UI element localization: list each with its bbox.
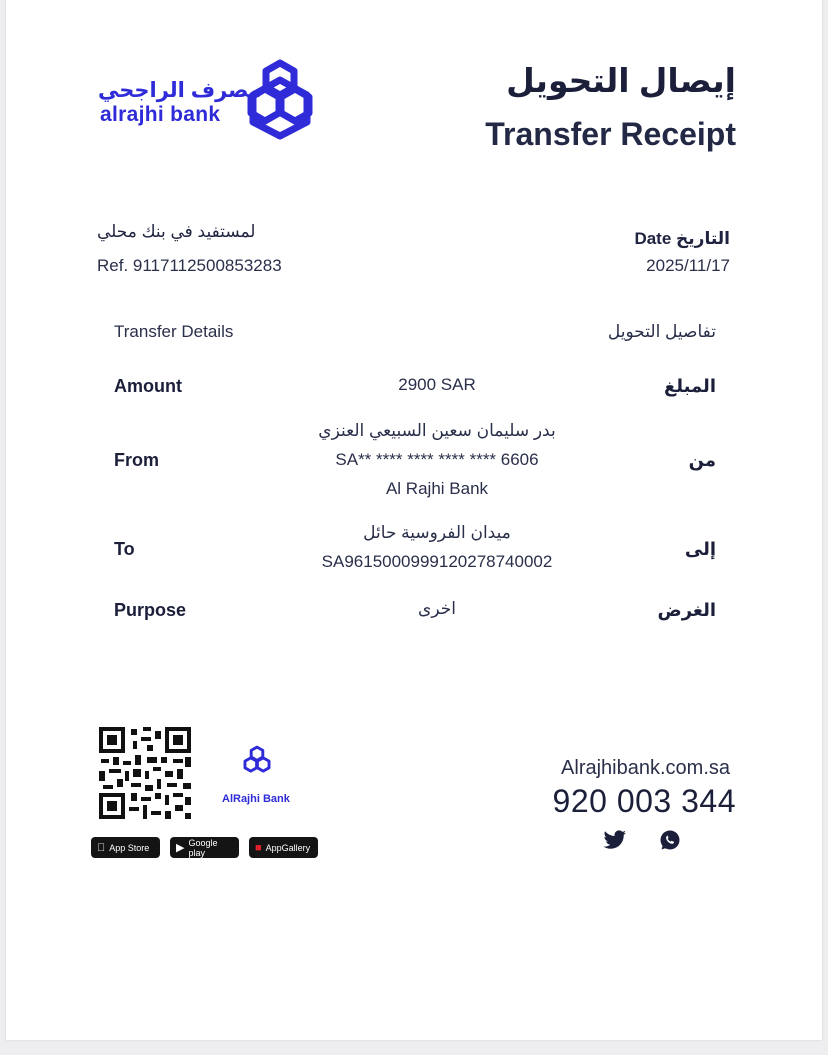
app-gallery-badge[interactable] — [249, 837, 318, 858]
alrajhi-logo-icon — [237, 58, 323, 140]
twitter-icon[interactable] — [602, 828, 628, 852]
from-label-arabic: من — [688, 450, 716, 470]
qr-code[interactable] — [99, 727, 191, 819]
section-title-english: Transfer Details — [114, 322, 234, 341]
amount-value: 2900 SAR — [398, 375, 476, 394]
alrajhi-mini-logo-icon — [239, 745, 275, 779]
google-play-label: Google play — [188, 837, 218, 858]
logo-arabic-text: مصرف الراجحي — [98, 79, 262, 102]
purpose-value: اخرى — [418, 599, 456, 618]
google-play-badge[interactable] — [170, 837, 239, 858]
title-arabic: إيصال التحويل — [506, 62, 736, 99]
apple-icon — [97, 842, 105, 854]
from-details — [256, 416, 618, 503]
to-label: To — [114, 539, 135, 559]
date-label: التاريخ Date — [634, 229, 730, 248]
beneficiary-type: لمستفيد في بنك محلي — [97, 222, 256, 241]
app-store-label: App Store — [101, 842, 142, 853]
recipient-iban: SA9615000999120278740002 — [321, 552, 553, 571]
sender-account: SA** **** **** **** **** 6606 — [335, 450, 539, 469]
sender-name: بدر سليمان سعين السبيعي العنزي — [318, 421, 556, 440]
logo-english-text: alrajhi bank — [100, 103, 221, 126]
app-store-badge[interactable] — [91, 837, 160, 858]
date-value: 2025/11/17 — [646, 256, 730, 275]
purpose-label-arabic: الغرض — [657, 600, 716, 620]
huawei-icon: ■ — [255, 841, 262, 854]
play-icon: ▶ — [176, 842, 185, 854]
reference-number: Ref. 9117112500853283 — [97, 256, 282, 275]
sender-bank: Al Rajhi Bank — [385, 479, 489, 498]
mini-logo-label: AlRajhi Bank — [222, 793, 290, 805]
website-link[interactable]: Alrajhibank.com.sa — [561, 757, 730, 779]
recipient-name: ميدان الفروسية حائل — [363, 523, 511, 542]
section-title-arabic: تفاصيل التحويل — [607, 322, 716, 341]
from-label: From — [114, 450, 159, 470]
whatsapp-icon[interactable] — [658, 828, 682, 852]
app-gallery-label: AppGallery — [265, 842, 311, 853]
purpose-label: Purpose — [114, 600, 187, 620]
title-english: Transfer Receipt — [485, 116, 736, 152]
phone-number[interactable]: 920 003 344 — [552, 783, 736, 819]
receipt-page — [6, 0, 822, 1040]
amount-label: Amount — [114, 376, 182, 396]
to-details — [256, 518, 618, 576]
amount-label-arabic: المبلغ — [664, 376, 716, 396]
to-label-arabic: إلى — [684, 539, 716, 559]
